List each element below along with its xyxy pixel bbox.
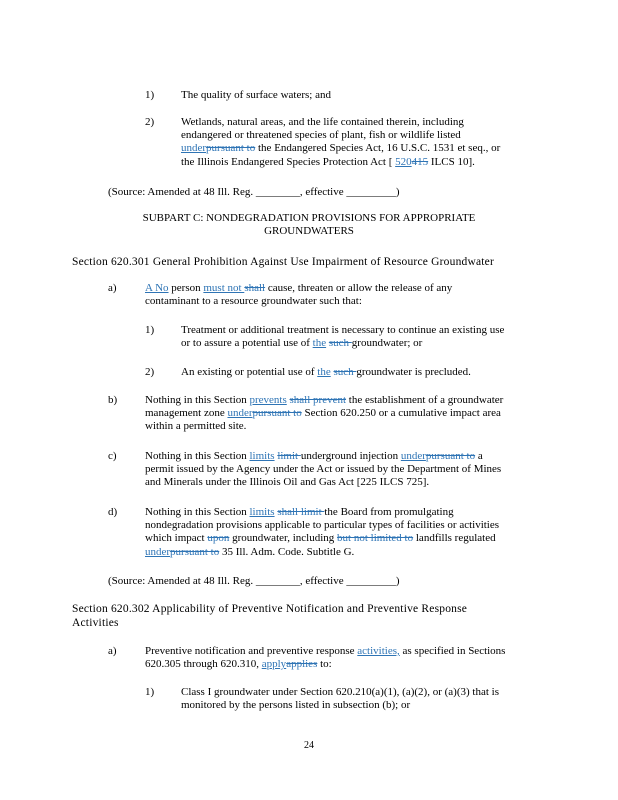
inserted-text: limits <box>249 506 275 518</box>
item-number: 2) <box>145 366 155 378</box>
text-run: underground injection <box>300 450 401 462</box>
text-line <box>145 519 499 532</box>
text-run: Preventive notification and preventive response <box>145 645 358 657</box>
subsection-text <box>145 450 501 490</box>
text-line <box>181 156 500 169</box>
text-run: Nothing in this Section <box>145 506 250 518</box>
text-run: groundwater, including <box>229 532 338 545</box>
item-number: 1) <box>145 89 155 101</box>
text-line <box>145 546 499 559</box>
deleted-text: shall prevent <box>289 394 347 406</box>
text-line <box>181 686 499 699</box>
text-run: the Endangered Species Act, 16 U.S.C. 1531 et seq., or <box>255 142 501 155</box>
deleted-text: limit <box>277 450 301 462</box>
text-line <box>181 89 331 102</box>
deleted-text: pursuant to <box>206 142 256 155</box>
text-run: management zone <box>145 407 228 420</box>
text-run: The quality of surface waters; and <box>181 89 331 101</box>
text-run: and Minerals under the Illinois Oil and Gas Act [225 ILCS 725]. <box>145 476 430 489</box>
text-run: Section 620.250 or a cumulative impact area <box>301 407 501 420</box>
text-line <box>181 116 500 129</box>
inserted-text: activities, <box>357 645 400 657</box>
text-run: contaminant to a resource groundwater such that: <box>145 295 362 308</box>
text-run: groundwater is precluded. <box>356 366 471 378</box>
deleted-text: upon <box>207 532 230 545</box>
text-run: which impact <box>145 532 208 545</box>
inserted-text: prevents <box>249 394 287 406</box>
text-run: the Board from promulgating <box>324 506 454 518</box>
deleted-text: such <box>328 337 352 350</box>
text-run: 620.305 through 620.310, <box>145 658 262 671</box>
text-run: Class I groundwater under Section 620.210(a)(1), (a)(2), or (a)(3) that is <box>181 686 499 698</box>
text-run: permit issued by the Agency under the Act or issued by the Department of Mines <box>145 463 502 476</box>
text-line <box>181 337 504 350</box>
text-run: or to assure a potential use of <box>181 337 313 350</box>
text-run: cause, threaten or allow the release of any <box>265 282 453 294</box>
subsection-label: a) <box>108 282 117 294</box>
subsection-label: d) <box>108 506 118 518</box>
subsection-text <box>145 645 505 671</box>
inserted-text: limits <box>249 450 275 462</box>
inserted-text: under <box>400 450 426 462</box>
section-heading: Section 620.302 Applicability of Preventive Notification and Preventive Response Activities <box>72 603 468 629</box>
inserted-text: under <box>181 142 207 155</box>
text-run: within a permitted site. <box>145 420 247 433</box>
deleted-text: such <box>333 366 357 378</box>
inserted-text: the <box>317 366 331 378</box>
deleted-text: 415 <box>411 155 429 168</box>
subsection-text <box>145 282 452 308</box>
item-text <box>181 324 504 350</box>
item-number: 1) <box>145 324 155 336</box>
text-run: nondegradation provisions applicable to particular types of facilities or activities <box>145 519 500 532</box>
text-line <box>145 450 501 463</box>
text-line <box>145 658 505 671</box>
text-run: Nothing in this Section <box>145 450 250 462</box>
subsection-label: b) <box>108 394 118 406</box>
inserted-text: must not <box>203 282 245 294</box>
deleted-text: pursuant to <box>170 545 220 558</box>
text-line <box>181 366 471 379</box>
inserted-text: A No <box>145 282 169 294</box>
text-line <box>145 532 499 545</box>
item-number: 1) <box>145 686 155 698</box>
text-run: ILCS 10]. <box>428 155 475 168</box>
text-line <box>145 420 503 433</box>
subsection-text <box>145 506 499 559</box>
item-number: 2) <box>145 116 155 128</box>
text-line <box>145 407 503 420</box>
item-text <box>181 116 500 169</box>
item-text <box>181 366 471 379</box>
text-line <box>145 295 452 308</box>
section-heading: Section 620.301 General Prohibition Against Use Impairment of Resource Groundwater <box>72 256 495 268</box>
text-run: as specified in Sections <box>399 645 506 657</box>
text-run: Wetlands, natural areas, and the life contained therein, including <box>181 116 464 128</box>
text-run: Nothing in this Section <box>145 394 250 406</box>
inserted-text: 520 <box>395 155 412 168</box>
deleted-text: shall <box>244 282 266 294</box>
subsection-text <box>145 394 503 434</box>
text-line <box>181 324 504 337</box>
deleted-text: applies <box>286 658 318 671</box>
text-line <box>145 463 501 476</box>
inserted-text: under <box>145 545 171 558</box>
subsection-label: c) <box>108 450 117 462</box>
item-text <box>181 89 331 102</box>
text-line <box>145 645 505 658</box>
item-text <box>181 686 499 712</box>
text-line <box>181 699 499 712</box>
text-run: Treatment or additional treatment is necessary to continue an existing use <box>181 324 505 336</box>
inserted-text: the <box>312 337 327 350</box>
text-line <box>145 394 503 407</box>
text-run: to: <box>317 658 332 671</box>
text-run: groundwater; or <box>351 337 423 350</box>
text-line <box>181 142 500 155</box>
text-run: endangered or threatened species of plant, fish or wildlife listed <box>181 129 461 142</box>
text-line <box>145 282 452 295</box>
text-line <box>181 129 500 142</box>
text-run: a <box>475 450 483 462</box>
page-number: 24 <box>304 740 314 751</box>
text-run: the establishment of a groundwater <box>346 394 504 406</box>
deleted-text: but not limited to <box>337 532 414 545</box>
subsection-label: a) <box>108 645 117 657</box>
source-note: (Source: Amended at 48 Ill. Reg. ________, effective _________) <box>108 575 400 587</box>
inserted-text: under <box>227 407 253 420</box>
subpart-heading: SUBPART C: NONDEGRADATION PROVISIONS FOR APPROPRIATE GROUNDWATERS <box>142 212 476 238</box>
deleted-text: pursuant to <box>425 450 476 462</box>
text-run: landfills regulated <box>413 532 496 545</box>
text-line <box>145 476 501 489</box>
source-note: (Source: Amended at 48 Ill. Reg. ________, effective _________) <box>108 186 400 198</box>
deleted-text: shall limit <box>277 506 325 518</box>
text-line <box>145 506 499 519</box>
text-run: the Illinois Endangered Species Protection Act [ <box>181 155 396 168</box>
text-run: An existing or potential use of <box>181 366 318 378</box>
text-run: monitored by the persons listed in subsection (b); or <box>181 699 411 712</box>
text-run: 35 Ill. Adm. Code. Subtitle G. <box>219 545 355 558</box>
deleted-text: pursuant to <box>252 407 302 420</box>
text-run: person <box>168 282 204 294</box>
inserted-text: apply <box>261 658 287 671</box>
